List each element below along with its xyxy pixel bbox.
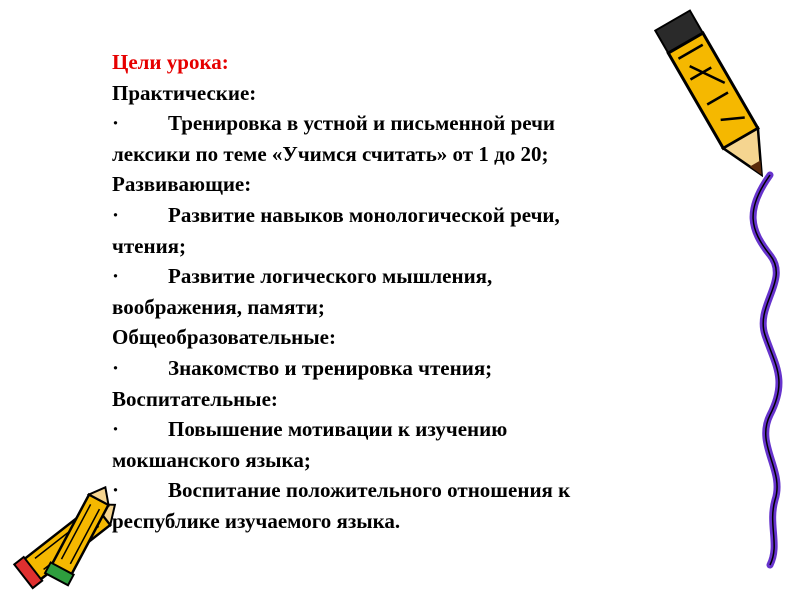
wavy-line <box>740 170 795 570</box>
section-heading: Развивающие: <box>112 172 252 197</box>
bullet-marker: · <box>112 111 120 136</box>
bullet-text: Развитие логического мышления, <box>168 264 493 289</box>
bullet-marker: · <box>112 264 120 289</box>
bullet-marker: · <box>112 478 120 503</box>
bullet-item <box>112 200 702 231</box>
section-heading: Воспитательные: <box>112 386 278 411</box>
bullet-item <box>112 353 702 384</box>
text-line: мокшанского языка; <box>112 447 311 472</box>
text-line: чтения; <box>112 233 187 258</box>
bullet-marker: · <box>112 355 120 380</box>
text-line: республике изучаемого языка. <box>112 508 401 533</box>
bullet-item <box>112 414 702 445</box>
bullet-marker: · <box>112 202 120 227</box>
text-line: воображения, памяти; <box>112 294 325 319</box>
text-line: лексики по теме «Учимся считать» от 1 до 20; <box>112 141 549 166</box>
bullet-text: Повышение мотивации к изучению <box>168 417 508 442</box>
crayon-icon <box>0 480 130 600</box>
bullet-item <box>112 475 702 506</box>
bullet-marker: · <box>112 417 120 442</box>
lesson-goals <box>112 47 702 537</box>
bullet-text: Воспитание положительного отношения к <box>168 478 571 503</box>
bullet-text: Тренировка в устной и письменной речи <box>168 111 556 136</box>
slide-title: Цели урока: <box>112 50 229 74</box>
goals-list <box>112 78 702 537</box>
bullet-item <box>112 261 702 292</box>
bullet-text: Развитие навыков монологической речи, <box>168 202 560 227</box>
section-heading: Практические: <box>112 80 257 105</box>
bullet-text: Знакомство и тренировка чтения; <box>168 355 493 380</box>
section-heading: Общеобразовательные: <box>112 325 336 350</box>
bullet-item <box>112 108 702 139</box>
